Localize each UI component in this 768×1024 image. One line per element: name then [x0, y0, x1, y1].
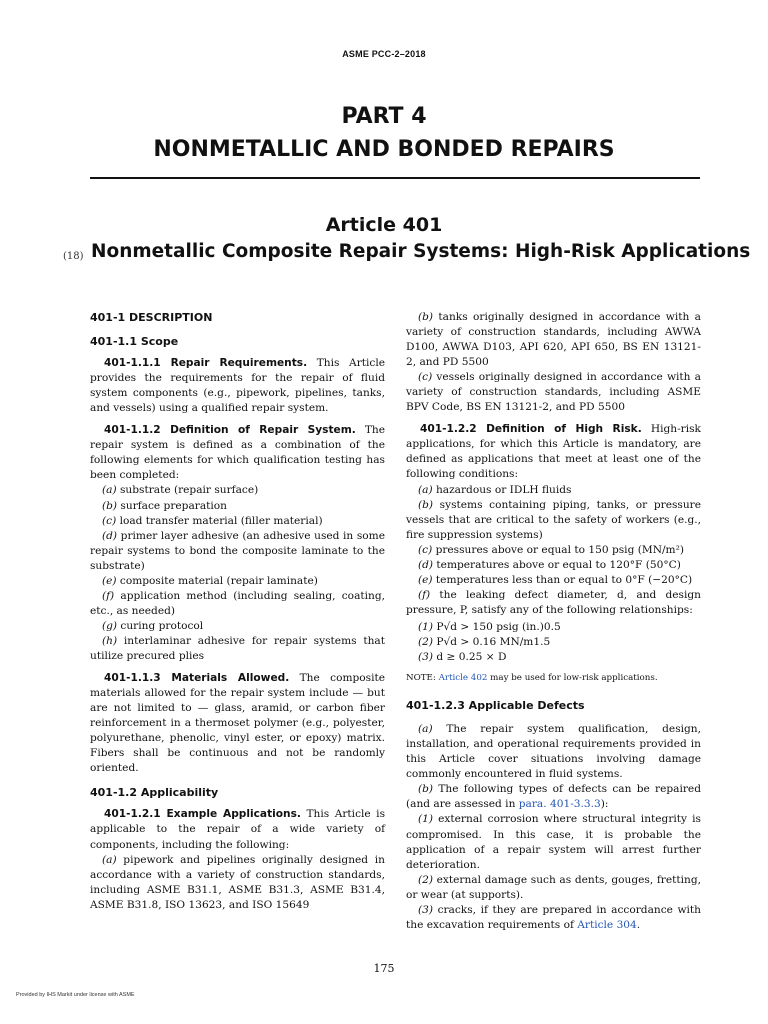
- para-link[interactable]: para. 401-3.3.3: [518, 798, 601, 811]
- list-item: (2) external damage such as dents, gouges, fretting, or wear (at supports).: [406, 873, 701, 901]
- section-heading: 401-1.2 Applicability: [90, 786, 219, 800]
- paragraph: 401-1.1.3 Materials Allowed. The composite materials allowed for the repair system include — but are not limited to — glass, aramid, or carbon fiber reinforcement in a thermoset polymer (e.g., polyester, polyurethane, phenolic, vinyl ester, or epoxy) matrix. Fibers shall be continuous and not be randomly oriented.: [90, 672, 386, 775]
- paragraph: 401-1.2.1 Example Applications. This Article is applicable to the repair of a wide variety of components, including the following:: [90, 808, 386, 851]
- article-304-link[interactable]: Article 304: [577, 918, 637, 931]
- section-heading: 401-1.1 Scope: [90, 335, 179, 349]
- left-column: [90, 310, 385, 913]
- list-item: (a) hazardous or IDLH fluids: [418, 483, 572, 496]
- list-item: (d) primer layer adhesive (an adhesive used in some repair systems to bond the composite laminate to the substrate): [90, 529, 385, 572]
- part-title: NONMETALLIC AND BONDED REPAIRS: [153, 137, 615, 162]
- list-item: (f) application method (including sealing, coating, etc., as needed): [90, 589, 385, 617]
- list-item: (2) P√d > 0.16 MN/m1.5: [418, 635, 551, 648]
- section-heading: 401-1 DESCRIPTION: [90, 311, 213, 324]
- title-rule: [90, 177, 700, 179]
- list-item: (b) surface preparation: [102, 499, 227, 512]
- page-number: 175: [373, 962, 395, 975]
- list-item: (c) pressures above or equal to 150 psig (MN/m²): [418, 543, 684, 556]
- list-item: (1) external corrosion where structural integrity is compromised. In this case, it is probable the application of a repair system will arrest further deterioration.: [406, 813, 701, 871]
- list-item: (h) interlaminar adhesive for repair systems that utilize precured plies: [90, 634, 385, 662]
- note: NOTE: Article 402 may be used for low-risk applications.: [406, 673, 658, 684]
- list-item: (a) substrate (repair surface): [102, 484, 259, 497]
- list: [90, 483, 385, 664]
- list-item: (3) d ≥ 0.25 × D: [418, 651, 507, 664]
- list-item: (b) The following types of defects can be repaired (and are assessed in para. 401-3.3.3):: [406, 783, 701, 811]
- running-header: ASME PCC-2–2018: [342, 49, 426, 59]
- paragraph: 401-1.1.2 Definition of Repair System. The repair system is defined as a combination of the following elements for which qualification testing has been completed:: [90, 424, 386, 482]
- right-column: [406, 310, 701, 933]
- list-item: (3) cracks, if they are prepared in accordance with the excavation requirements of Article 304.: [406, 903, 701, 931]
- equation-list: [406, 620, 701, 665]
- paragraph-heading: 401-1.1.2 Definition of Repair System.: [104, 424, 356, 437]
- paragraph: 401-1.1.1 Repair Requirements. This Article provides the requirements for the repair of fluid system components (e.g., pipework, pipelines, tanks, and vessels) using a qualified repair system.: [90, 357, 385, 415]
- list-item: (a) pipework and pipelines originally designed in accordance with a variety of construction standards, including ASME B31.1, ASME B31.3, ASME B31.4, ASME B31.8, ISO 13623, and ISO 15649: [90, 853, 385, 911]
- list-item: (b) systems containing piping, tanks, or pressure vessels that are critical to the safety of workers (e.g., fire suppression systems): [406, 498, 701, 541]
- paragraph-heading: 401-1.2.2 Definition of High Risk.: [420, 423, 642, 436]
- paragraph: 401-1.2.2 Definition of High Risk. High-risk applications, for which this Article is mandatory, are defined as applications that meet at least one of the following conditions:: [406, 423, 701, 481]
- article-title: Nonmetallic Composite Repair Systems: High-Risk Applications: [91, 241, 751, 262]
- list-item: (c) vessels originally designed in accordance with a variety of construction standards, including ASME BPV Code, BS EN 13121-2, and PD 5500: [406, 371, 701, 414]
- section-heading: 401-1.2.3 Applicable Defects: [406, 699, 585, 713]
- list-item: (e) composite material (repair laminate): [102, 574, 318, 587]
- paragraph-heading: 401-1.1.3 Materials Allowed.: [104, 672, 290, 685]
- list-item: (d) temperatures above or equal to 120°F (50°C): [418, 558, 681, 571]
- part-number: PART 4: [341, 104, 427, 129]
- list-item: (e) temperatures less than or equal to 0°F (−20°C): [418, 573, 693, 586]
- paragraph-heading: 401-1.1.1 Repair Requirements.: [104, 357, 308, 370]
- list-item: (f) the leaking defect diameter, d, and design pressure, P, satisfy any of the following relationships:: [406, 588, 701, 616]
- license-footer: Provided by IHS Markit under license with ASME: [16, 992, 135, 998]
- list-item: (1) P√d > 150 psig (in.)0.5: [418, 620, 561, 633]
- defect-list: [406, 812, 701, 902]
- list: [406, 483, 701, 618]
- list-item: (c) load transfer material (filler material): [102, 514, 323, 527]
- revision-marker: (18): [63, 251, 84, 262]
- article-402-link[interactable]: Article 402: [438, 673, 488, 684]
- paragraph-heading: 401-1.2.1 Example Applications.: [104, 808, 301, 821]
- article-number: Article 401: [325, 214, 443, 236]
- list-item: (g) curing protocol: [102, 619, 204, 632]
- list-item: (a) The repair system qualification, design, installation, and operational requirements provided in this Article cover situations involving damage commonly encountered in fluid systems.: [406, 723, 701, 781]
- list-item: (b) tanks originally designed in accordance with a variety of construction standards, including AWWA D100, AWWA D103, API 620, API 650, BS EN 13121-2, and PD 5500: [406, 311, 701, 369]
